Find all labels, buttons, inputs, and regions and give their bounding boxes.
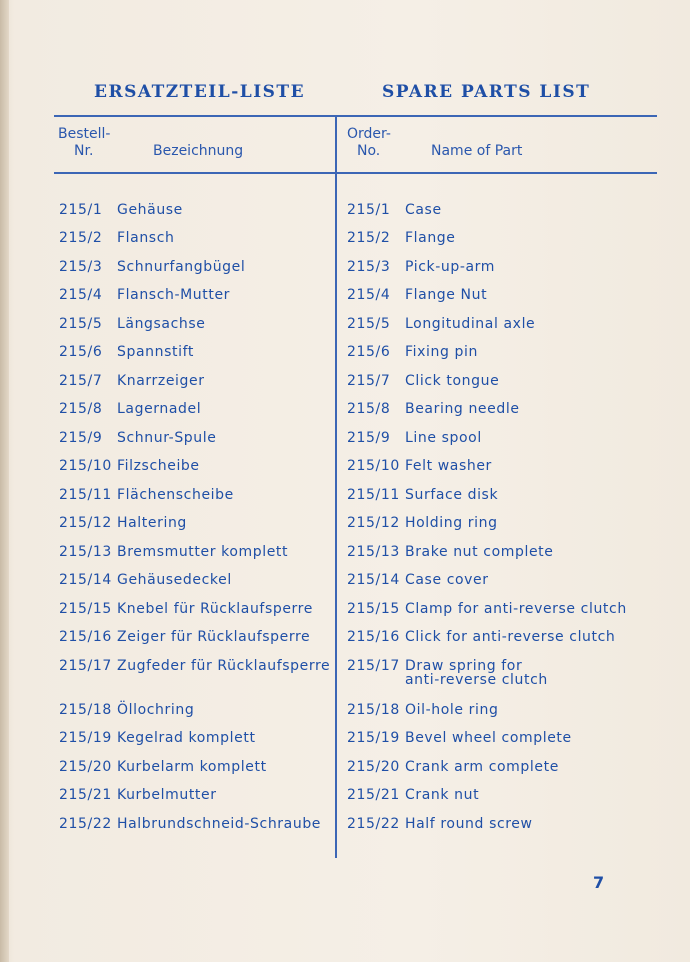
- part-name-english: Surface disk: [405, 487, 499, 503]
- part-name-english: Longitudinal axle: [405, 316, 536, 332]
- part-number: 215/21: [59, 787, 112, 803]
- order-number: 215/1: [347, 202, 391, 218]
- order-number: 215/5: [347, 316, 391, 332]
- part-name-english: Click tongue: [405, 373, 500, 389]
- table-top-rule: [54, 115, 657, 117]
- part-name-german: Zugfeder für Rücklaufsperre: [117, 658, 331, 674]
- part-name-english: Pick-up-arm: [405, 259, 496, 275]
- header-bestell-line1: Bestell-: [58, 126, 111, 142]
- part-number: 215/7: [59, 373, 103, 389]
- order-number: 215/22: [347, 816, 400, 832]
- part-name-english: Holding ring: [405, 515, 498, 531]
- header-order-line1: Order-: [347, 126, 391, 142]
- order-number: 215/17: [347, 658, 400, 674]
- order-number: 215/15: [347, 601, 400, 617]
- order-number: 215/16: [347, 629, 400, 645]
- part-name-english: Crank nut: [405, 787, 480, 803]
- order-number: 215/8: [347, 401, 391, 417]
- part-name-german: Schnurfangbügel: [117, 259, 246, 275]
- part-name-german: Kegelrad komplett: [117, 730, 256, 746]
- part-name-german: Gehäuse: [117, 202, 183, 218]
- part-number: 215/5: [59, 316, 103, 332]
- part-name-english: Clamp for anti-reverse clutch: [405, 601, 627, 617]
- part-name-german: Lagernadel: [117, 401, 202, 417]
- order-number: 215/4: [347, 287, 391, 303]
- part-number: 215/2: [59, 230, 103, 246]
- order-number: 215/6: [347, 344, 391, 360]
- order-number: 215/12: [347, 515, 400, 531]
- part-name-english: Flange: [405, 230, 456, 246]
- order-number: 215/21: [347, 787, 400, 803]
- part-number: 215/19: [59, 730, 112, 746]
- part-name-english: Crank arm complete: [405, 759, 559, 775]
- part-name-english: Flange Nut: [405, 287, 488, 303]
- part-name-german: Haltering: [117, 515, 187, 531]
- order-number: 215/11: [347, 487, 400, 503]
- part-name-english: Fixing pin: [405, 344, 478, 360]
- part-name-english: Draw spring for: [405, 658, 523, 674]
- order-number: 215/13: [347, 544, 400, 560]
- header-order-no: [347, 126, 391, 160]
- order-number: 215/10: [347, 458, 400, 474]
- part-number: 215/17: [59, 658, 112, 674]
- part-name-english: Oil-hole ring: [405, 702, 499, 718]
- header-order-line2: No.: [357, 143, 381, 159]
- part-name-german: Schnur-Spule: [117, 430, 217, 446]
- part-name-german: Kurbelmutter: [117, 787, 217, 803]
- header-name-of-part: Name of Part: [431, 143, 523, 159]
- part-number: 215/1: [59, 202, 103, 218]
- part-name-german: Kurbelarm komplett: [117, 759, 267, 775]
- part-name-german: Gehäusedeckel: [117, 572, 232, 588]
- book-spine-edge: [0, 0, 9, 962]
- part-number: 215/8: [59, 401, 103, 417]
- table-header-rule: [54, 172, 657, 174]
- part-name-english: Line spool: [405, 430, 482, 446]
- part-name-english: Brake nut complete: [405, 544, 554, 560]
- part-name-german: Spannstift: [117, 344, 194, 360]
- part-number: 215/10: [59, 458, 112, 474]
- part-number: 215/6: [59, 344, 103, 360]
- heading-german: ERSATZTEIL-LISTE: [94, 82, 306, 102]
- part-number: 215/22: [59, 816, 112, 832]
- order-number: 215/18: [347, 702, 400, 718]
- part-number: 215/3: [59, 259, 103, 275]
- header-bezeichnung: Bezeichnung: [153, 143, 244, 159]
- part-name-german: Flansch-Mutter: [117, 287, 231, 303]
- part-name-german: Bremsmutter komplett: [117, 544, 289, 560]
- part-number: 215/18: [59, 702, 112, 718]
- part-number: 215/11: [59, 487, 112, 503]
- part-name-german: Halbrundschneid-Schraube: [117, 816, 322, 832]
- part-number: 215/20: [59, 759, 112, 775]
- part-name-english: Case cover: [405, 572, 489, 588]
- header-bestell-line2: Nr.: [74, 143, 94, 159]
- part-number: 215/16: [59, 629, 112, 645]
- part-name-german: Knarrzeiger: [117, 373, 205, 389]
- part-number: 215/4: [59, 287, 103, 303]
- heading-english: SPARE PARTS LIST: [382, 82, 591, 102]
- part-name-german: Öllochring: [117, 702, 195, 718]
- part-number: 215/9: [59, 430, 103, 446]
- part-number: 215/14: [59, 572, 112, 588]
- part-name-german: Filzscheibe: [117, 458, 200, 474]
- part-name-german: Knebel für Rücklaufsperre: [117, 601, 313, 617]
- part-number: 215/12: [59, 515, 112, 531]
- order-number: 215/14: [347, 572, 400, 588]
- part-name-english: Bevel wheel complete: [405, 730, 572, 746]
- part-name-german: Flächenscheibe: [117, 487, 234, 503]
- part-name-english: Half round screw: [405, 816, 533, 832]
- part-name-english: Click for anti-reverse clutch: [405, 629, 616, 645]
- part-name-german: Zeiger für Rücklaufsperre: [117, 629, 311, 645]
- part-number: 215/15: [59, 601, 112, 617]
- part-name-english: Felt washer: [405, 458, 492, 474]
- order-number: 215/3: [347, 259, 391, 275]
- page-number: 7: [593, 873, 605, 892]
- order-number: 215/7: [347, 373, 391, 389]
- order-number: 215/19: [347, 730, 400, 746]
- order-number: 215/9: [347, 430, 391, 446]
- column-divider: [335, 115, 337, 858]
- order-number: 215/2: [347, 230, 391, 246]
- part-name-english-line2: anti-reverse clutch: [405, 672, 548, 688]
- order-number: 215/20: [347, 759, 400, 775]
- part-name-german: Flansch: [117, 230, 175, 246]
- header-bestell-nr: [58, 126, 110, 160]
- part-name-english: Case: [405, 202, 442, 218]
- part-number: 215/13: [59, 544, 112, 560]
- part-name-german: Längsachse: [117, 316, 206, 332]
- part-name-english: Bearing needle: [405, 401, 520, 417]
